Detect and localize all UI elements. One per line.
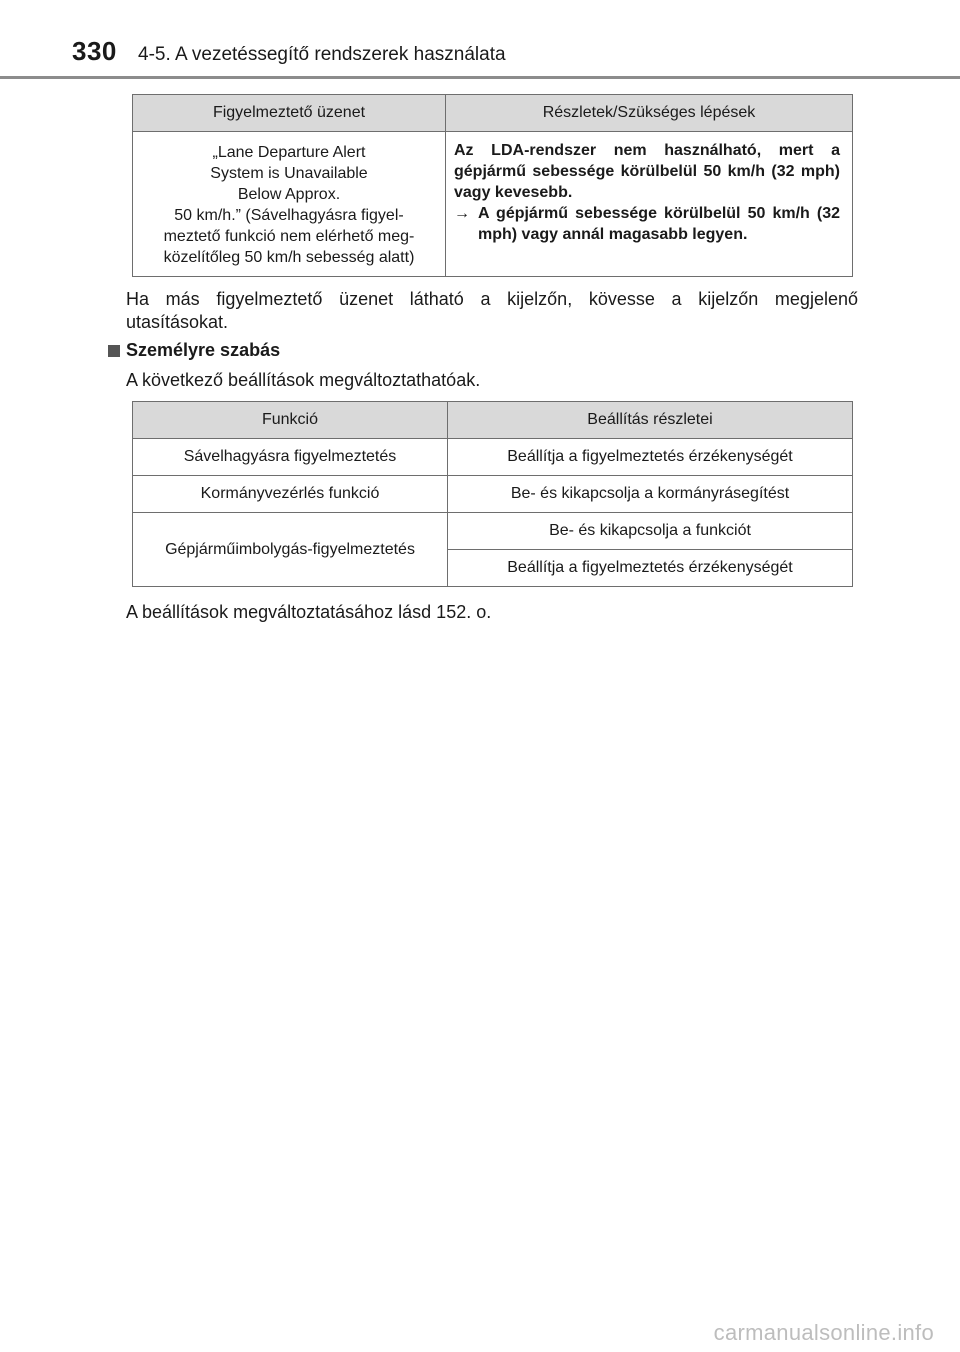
action-row [454,203,840,245]
setting-detail-cell: Beállítja a figyelmeztetés érzékenységét [448,550,853,587]
column-header-function: Funkció [133,402,448,439]
watermark: carmanualsonline.info [713,1320,934,1345]
warning-message-table [132,94,853,277]
settings-table [132,401,853,587]
message-line: közelítőleg 50 km/h sebesség alatt) [163,249,415,266]
column-header-details: Részletek/Szükséges lépések [446,95,853,132]
table-row [133,476,853,513]
table-row [133,513,853,550]
setting-detail-cell: Be- és kikapcsolja a kormányrásegítést [448,476,853,513]
warning-message-cell [133,132,446,277]
other-messages-paragraph: Ha más figyelmeztető üzenet látható a kijelzőn, kövesse a kijelzőn megjelenő utasításokat. [126,289,858,332]
table-header-row [133,95,853,132]
chapter-title: 4-5. A vezetéssegítő rendszerek használata [138,44,506,65]
message-line: 50 km/h.” (Sávelhagyásra figyel- [174,207,404,224]
section-title: Személyre szabás [126,340,281,360]
function-cell: Sávelhagyásra figyelmeztetés [133,439,448,476]
setting-detail-cell: Be- és kikapcsolja a funkciót [448,513,853,550]
warning-detail-cell [446,132,853,277]
message-line: „Lane Departure Alert [212,144,366,161]
page-reference-paragraph: A beállítások megváltoztatásához lásd 152. o. [126,602,492,622]
table-header-row [133,402,853,439]
table-row [133,439,853,476]
message-line: System is Unavailable [210,165,368,182]
section-intro: A következő beállítások megváltoztathatóak. [126,370,481,390]
function-cell: Kormányvezérlés funkció [133,476,448,513]
action-text: A gépjármű sebessége körülbelül 50 km/h (32 mph) vagy annál magasabb legyen. [478,205,840,243]
page-number: 330 [72,36,117,66]
header-divider [0,76,960,79]
detail-text: Az LDA-rendszer nem használható, mert a gépjármű sebessége körülbelül 50 km/h (32 mph) vagy kevesebb. [454,142,840,201]
setting-detail-cell: Beállítja a figyelmeztetés érzékenységét [448,439,853,476]
message-line: Below Approx. [237,186,341,203]
function-cell: Gépjárműimbolygás-figyelmeztetés [133,513,448,587]
message-line: meztető funkció nem elérhető meg- [163,228,415,245]
arrow-right-icon: → [454,205,470,222]
column-header-setting-details: Beállítás részletei [448,402,853,439]
page-header [0,0,960,80]
column-header-message: Figyelmeztető üzenet [133,95,446,132]
section-heading [108,340,280,361]
table-row [133,132,853,277]
square-bullet-icon [108,345,120,357]
